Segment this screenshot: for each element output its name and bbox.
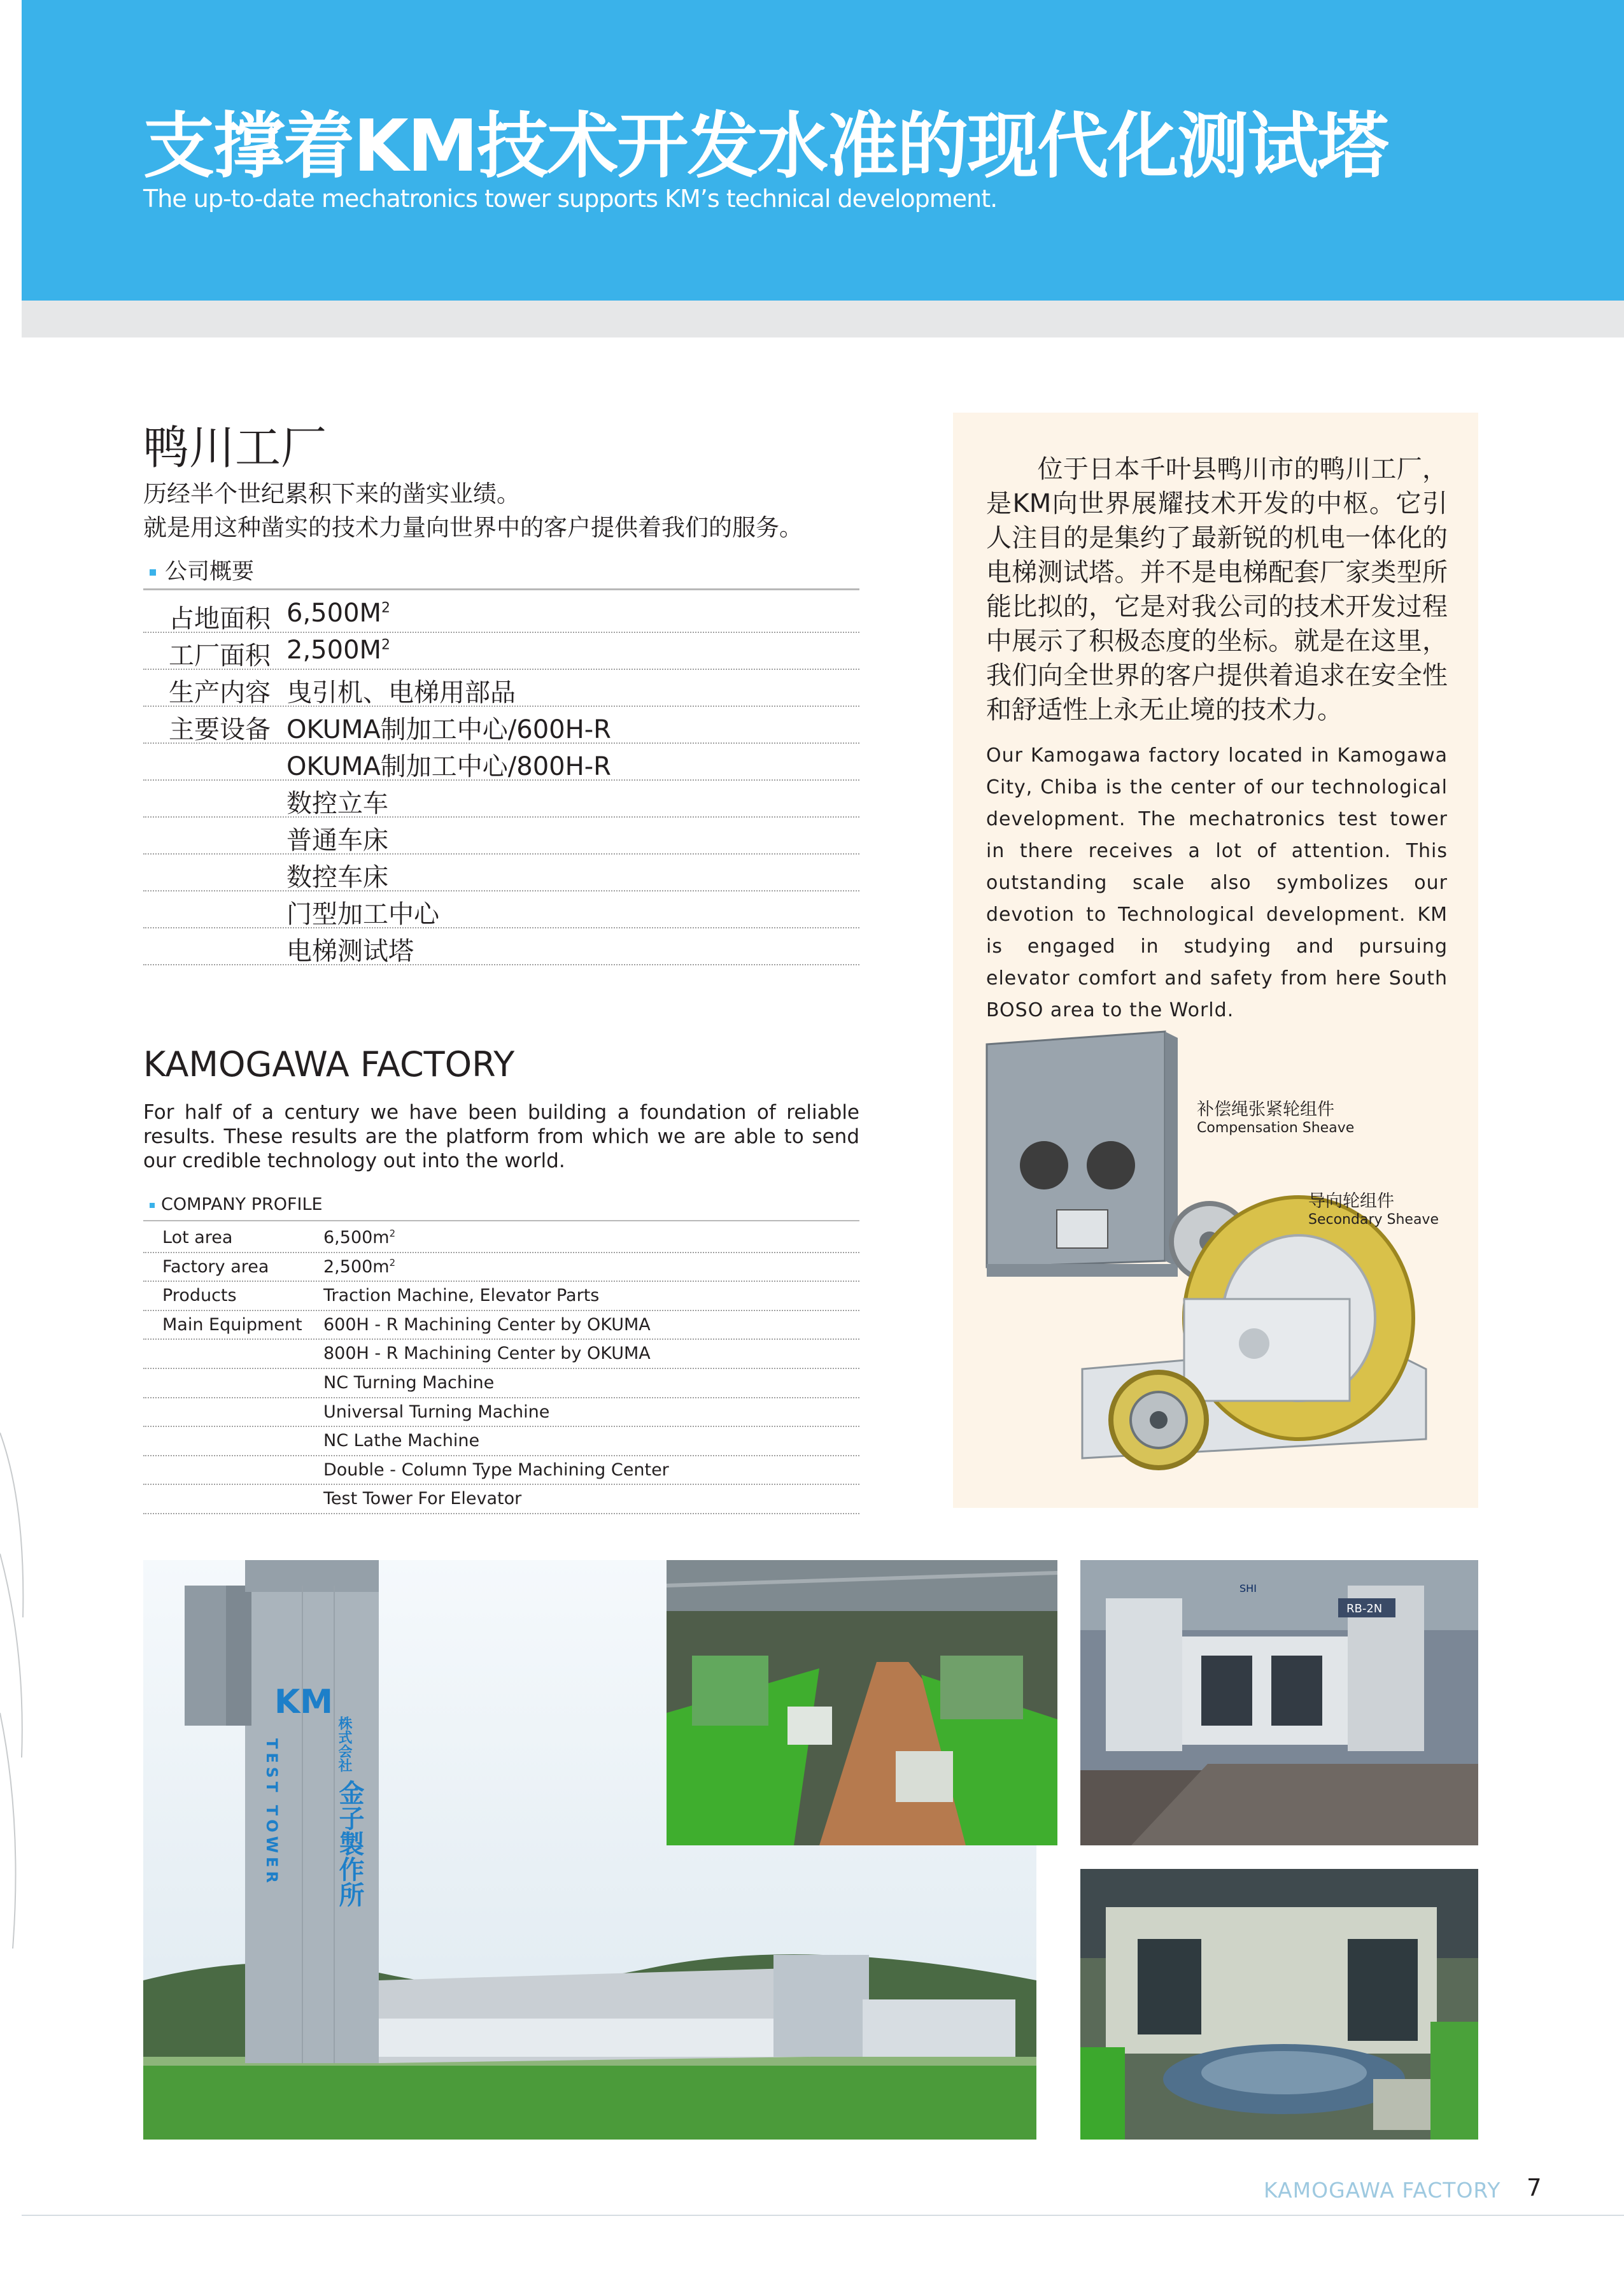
row-key: Main Equipment <box>162 1314 302 1335</box>
row-value-text: 800H - R Machining Center by OKUMA <box>323 1344 651 1364</box>
row-value <box>286 672 516 709</box>
page-subtitle: The up-to-date mechatronics tower supports KM’s technical development. <box>143 185 998 213</box>
compensation-sheave-caption-en: Compensation Sheave <box>1197 1120 1355 1136</box>
left-edge-decoration <box>0 1426 25 1999</box>
row-key: 主要设备 <box>169 715 271 744</box>
secondary-sheave-caption-cn: 导向轮组件 <box>1308 1191 1394 1211</box>
row-value-text: Traction Machine, Elevator Parts <box>323 1286 600 1306</box>
row-value <box>286 857 388 893</box>
cn-intro-line1: 历经半个世纪累积下来的凿实业绩。 <box>143 480 520 508</box>
row-key: 工厂面积 <box>169 641 271 671</box>
row-value-superscript: 2 <box>381 637 391 653</box>
machine-label-shi: SHI <box>1239 1582 1257 1594</box>
table-row <box>143 1223 859 1253</box>
vertical-lathe-photo <box>1080 1869 1478 2140</box>
tower-vertical-en: TEST TOWER <box>263 1738 281 1887</box>
header-strip <box>22 301 1624 337</box>
row-value <box>286 820 388 856</box>
row-value <box>323 1489 521 1509</box>
row-value <box>286 709 611 746</box>
table-row <box>143 1426 859 1456</box>
compensation-sheave-caption <box>1197 1095 1354 1136</box>
secondary-sheave-caption-en: Secondary Sheave <box>1308 1212 1439 1228</box>
row-value-text: 数控车床 <box>286 863 388 892</box>
row-value-text: 电梯测试塔 <box>286 937 414 966</box>
en-profile-label <box>150 1195 323 1214</box>
footer-rule <box>22 2215 1624 2216</box>
secondary-sheave-caption <box>1308 1187 1439 1228</box>
row-value-text: 门型加工中心 <box>286 900 439 929</box>
table-row <box>143 1397 859 1428</box>
table-row <box>143 890 859 928</box>
row-value-superscript: 2 <box>381 600 391 616</box>
cn-section-heading: 鸭川工厂 <box>143 421 327 474</box>
table-row <box>143 1368 859 1398</box>
row-value <box>286 894 439 930</box>
tower-vertical-cn: 金子製作所 <box>335 1780 364 1907</box>
row-value <box>323 1344 651 1363</box>
row-key: 生产内容 <box>169 678 271 707</box>
row-value <box>286 783 388 820</box>
row-value <box>323 1460 669 1480</box>
row-value-text: 6,500m <box>323 1228 390 1247</box>
row-value-text: Universal Turning Machine <box>323 1402 550 1422</box>
row-value <box>323 1373 494 1393</box>
table-row <box>143 1281 859 1311</box>
cn-intro-line2: 就是用这种凿实的技术力量向世界中的客户提供着我们的服务。 <box>143 514 803 541</box>
cn-profile-label-text: 公司概要 <box>165 559 255 585</box>
table-row <box>143 595 859 633</box>
table-row <box>143 706 859 744</box>
table-row <box>143 632 859 670</box>
row-value <box>286 599 390 628</box>
row-value-text: 6,500M <box>286 599 382 628</box>
table-row <box>143 1252 859 1282</box>
row-value <box>323 1402 549 1422</box>
row-value-text: 2,500M <box>286 635 382 665</box>
row-value <box>323 1315 651 1335</box>
row-value <box>286 931 414 967</box>
row-value <box>286 635 390 665</box>
bullet-icon <box>150 1203 155 1208</box>
factory-floor-photo <box>667 1560 1057 1845</box>
row-value <box>323 1286 599 1305</box>
row-value <box>323 1431 479 1451</box>
row-value <box>323 1228 395 1247</box>
table-row <box>143 669 859 707</box>
table-row <box>143 1310 859 1340</box>
row-value-superscript: 2 <box>389 1228 396 1239</box>
tower-logo: KM <box>274 1683 334 1721</box>
panel-text-en: Our Kamogawa factory located in Kamogawa City, Chiba is the center of our technological development. The mechatronics test tower in there receives a lot of attention. This outstanding scale also symbolizes our devotion to Technological development. KM is engaged in studying and pursuing elevator comfort and safety from here South BOSO area to the World. <box>986 744 1448 1021</box>
page-title: 支撑着KM技术开发水准的现代化测试塔 <box>143 105 1388 188</box>
table-row <box>143 1338 859 1369</box>
row-value-text: NC Lathe Machine <box>323 1431 480 1451</box>
bullet-icon <box>150 569 156 576</box>
table-row <box>143 927 859 965</box>
row-value-text: 数控立车 <box>286 789 388 818</box>
row-key: Factory area <box>162 1256 269 1277</box>
panel-text-cn: 位于日本千叶县鸭川市的鸭川工厂，是KM向世界展耀技术开发的中枢。它引人注目的是集约了最新锐的机电一体化的电梯测试塔。并不是电梯配套厂家类型所能比拟的，它是对我公司的技术开发过程中展示了积极态度的坐标。就是在这里，我们向全世界的客户提供着追求在安全性和舒适性上永无止境的技术力。 <box>986 455 1448 725</box>
sheave-illustration <box>980 1012 1477 1503</box>
row-value-text: NC Turning Machine <box>323 1373 495 1393</box>
row-key: Lot area <box>162 1228 233 1247</box>
table-row <box>143 742 859 781</box>
row-value <box>323 1257 395 1277</box>
row-value-text: OKUMA制加工中心/800H-R <box>286 752 611 781</box>
row-value <box>286 746 611 783</box>
compensation-sheave-caption-cn: 补偿绳张紧轮组件 <box>1197 1100 1334 1119</box>
row-key: Products <box>162 1286 237 1306</box>
table-row <box>143 779 859 818</box>
en-profile-label-text: COMPANY PROFILE <box>161 1195 323 1214</box>
row-value-text: 2,500m <box>323 1256 390 1277</box>
row-value-text: OKUMA制加工中心/600H-R <box>286 715 611 744</box>
en-table-top-rule <box>143 1220 859 1221</box>
en-intro: For half of a century we have been building a foundation of reliable results. These results are the platform from which we are able to send our credible technology out into the world. <box>143 1101 859 1172</box>
table-row <box>143 1484 859 1514</box>
tower-vertical-small: 株式会社 <box>336 1716 352 1772</box>
machine-label-rb2n: RB-2N <box>1346 1602 1383 1615</box>
cn-table-top-rule <box>143 588 859 590</box>
footer-section-name: KAMOGAWA FACTORY <box>1264 2178 1501 2203</box>
table-row <box>143 853 859 891</box>
row-value-text: 曳引机、电梯用部品 <box>286 678 516 707</box>
row-value-text: 600H - R Machining Center by OKUMA <box>323 1314 651 1335</box>
row-value-text: Double - Column Type Machining Center <box>323 1459 669 1480</box>
row-value-text: 普通车床 <box>286 826 388 855</box>
row-value-superscript: 2 <box>389 1256 396 1268</box>
table-row <box>143 1455 859 1486</box>
page-number: 7 <box>1527 2174 1542 2201</box>
table-row <box>143 816 859 855</box>
cn-profile-label <box>150 554 254 586</box>
machining-center-photo <box>1080 1560 1478 1845</box>
row-value-text: Test Tower For Elevator <box>323 1489 522 1509</box>
row-key: 占地面积 <box>169 604 271 634</box>
en-section-heading: KAMOGAWA FACTORY <box>143 1044 515 1084</box>
